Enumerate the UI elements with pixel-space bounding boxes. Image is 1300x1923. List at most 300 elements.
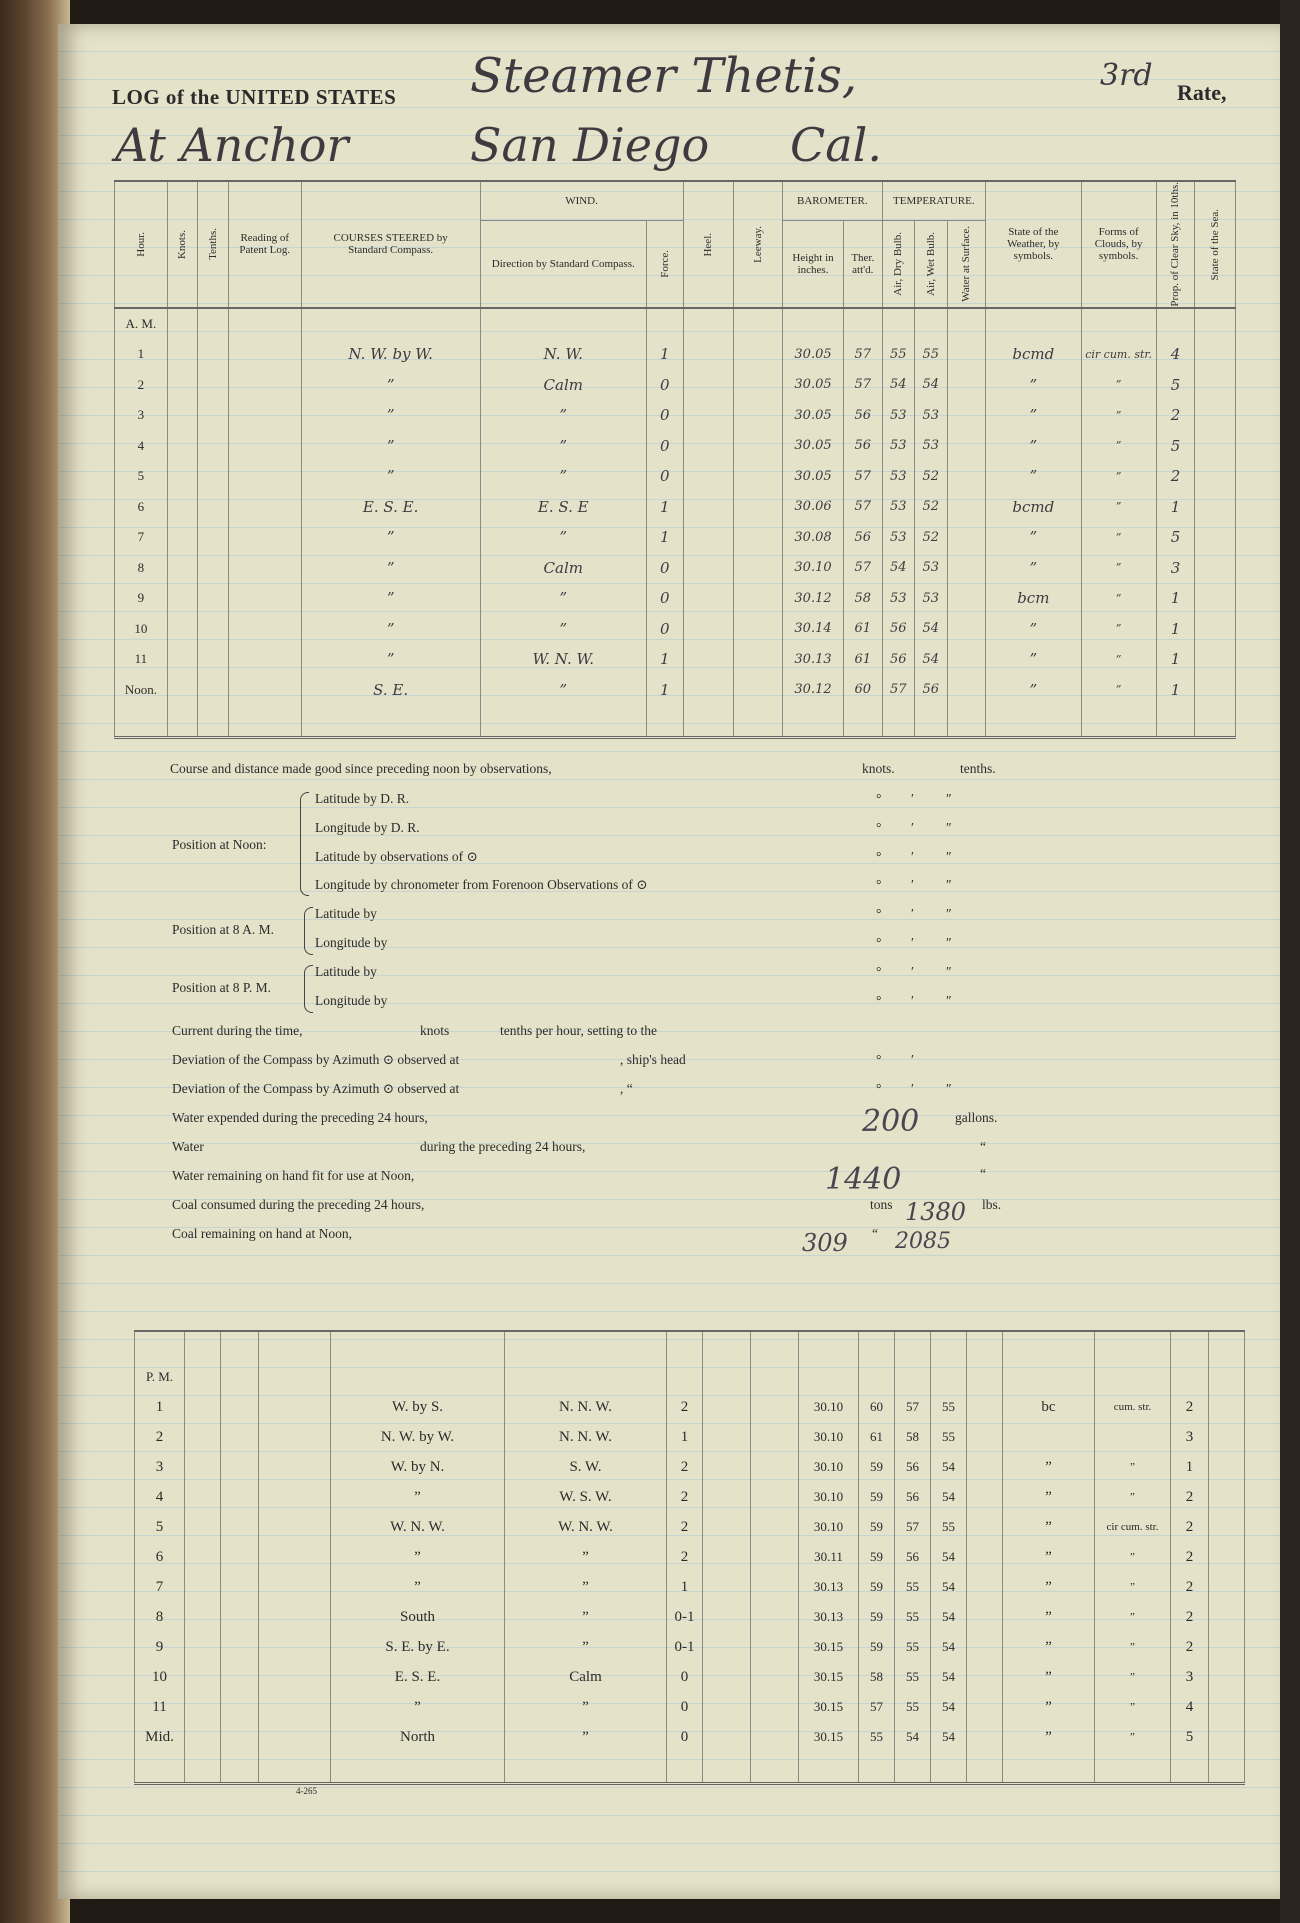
am-water-cell bbox=[947, 370, 986, 401]
dms-deg-mark: ° bbox=[876, 849, 882, 864]
am-knots-cell bbox=[167, 461, 197, 492]
am-height-cell: 30.08 bbox=[783, 522, 844, 553]
am-leeway-cell bbox=[734, 339, 783, 370]
am-course-cell: N. W. by W. bbox=[301, 339, 480, 370]
tenths-label: tenths. bbox=[960, 761, 996, 776]
pm-sky-cell: 4 bbox=[1171, 1692, 1209, 1722]
dms-deg-mark: ° bbox=[876, 993, 882, 1008]
am-heel-cell bbox=[683, 675, 734, 706]
pm-weather-cell: ” bbox=[1003, 1722, 1095, 1752]
pm-sky-cell: 2 bbox=[1171, 1602, 1209, 1632]
pm-clouds-cell: ” bbox=[1095, 1482, 1171, 1512]
gallons-label: gallons. bbox=[955, 1110, 998, 1125]
pm-dry-cell: 55 bbox=[895, 1692, 931, 1722]
dms-min-mark: ′ bbox=[911, 935, 914, 950]
pm-leeway-cell bbox=[751, 1602, 799, 1632]
pm-hour-cell: 10 bbox=[135, 1662, 185, 1692]
pm-wet-cell: 54 bbox=[931, 1572, 967, 1602]
am-wind-cell: ” bbox=[480, 400, 647, 431]
pm-ther-cell: 59 bbox=[859, 1632, 895, 1662]
ships-head-label: , ship's head bbox=[620, 1052, 686, 1067]
dms-min-mark: ′ bbox=[911, 1081, 914, 1096]
am-ther-cell: 57 bbox=[843, 492, 882, 523]
pm-height-cell: 30.10 bbox=[799, 1422, 859, 1452]
am-sea-cell bbox=[1195, 522, 1236, 553]
am-sky-cell: 2 bbox=[1156, 461, 1195, 492]
pm-knots-cell bbox=[185, 1632, 221, 1662]
pm-sea-cell bbox=[1209, 1542, 1245, 1572]
col-knots: Knots. bbox=[167, 181, 197, 308]
am-wet-cell: 54 bbox=[915, 644, 947, 675]
coal-remaining-ditto: “ bbox=[872, 1226, 878, 1241]
am-wind-cell: E. S. E bbox=[480, 492, 647, 523]
position-noon-label: Position at Noon: bbox=[172, 837, 267, 852]
am-hour-cell: 10 bbox=[115, 614, 168, 645]
pm-knots-cell bbox=[185, 1572, 221, 1602]
pm-ther-cell: 61 bbox=[859, 1422, 895, 1452]
am-patent-log-cell bbox=[228, 492, 301, 523]
pm-sky-cell: 2 bbox=[1171, 1572, 1209, 1602]
am-dry-cell: 53 bbox=[882, 583, 914, 614]
pm-height-cell: 30.15 bbox=[799, 1662, 859, 1692]
pm-force-cell: 1 bbox=[667, 1422, 703, 1452]
position-8pm-label: Position at 8 P. M. bbox=[172, 980, 272, 995]
pm-wet-cell: 55 bbox=[931, 1392, 967, 1422]
am-hour-cell: 8 bbox=[115, 553, 168, 584]
am-knots-cell bbox=[167, 522, 197, 553]
pm-tenths-cell bbox=[221, 1542, 259, 1572]
am-weather-cell: bcmd bbox=[986, 339, 1081, 370]
pm-tenths-cell bbox=[221, 1392, 259, 1422]
col-barometer: BAROMETER. bbox=[783, 181, 883, 221]
pm-sea-cell bbox=[1209, 1572, 1245, 1602]
water-remaining-value: 1440 bbox=[825, 1162, 902, 1197]
pm-force-cell: 1 bbox=[667, 1572, 703, 1602]
dms-deg-mark: ° bbox=[876, 935, 882, 950]
water-ditto: “ bbox=[980, 1139, 986, 1154]
pm-course-cell: South bbox=[331, 1602, 505, 1632]
am-tenths-cell bbox=[198, 553, 228, 584]
current-knots-label: knots bbox=[420, 1023, 450, 1038]
am-dry-cell: 53 bbox=[882, 492, 914, 523]
dms-sec-mark: ″ bbox=[946, 964, 952, 979]
pm-leeway-cell bbox=[751, 1452, 799, 1482]
col-courses: COURSES STEERED by Standard Compass. bbox=[301, 181, 480, 308]
dms-sec-mark: ″ bbox=[946, 791, 952, 806]
am-tenths-cell bbox=[198, 583, 228, 614]
am-sea-cell bbox=[1195, 492, 1236, 523]
pm-sea-cell bbox=[1209, 1692, 1245, 1722]
am-weather-cell: ” bbox=[986, 675, 1081, 706]
dms-deg-mark: ° bbox=[876, 877, 882, 892]
am-row bbox=[115, 431, 1236, 462]
am-patent-log-cell bbox=[228, 583, 301, 614]
pm-patent-log-cell bbox=[259, 1452, 331, 1482]
pm-knots-cell bbox=[185, 1422, 221, 1452]
pm-hour-cell: 3 bbox=[135, 1452, 185, 1482]
pm-course-cell: ” bbox=[331, 1572, 505, 1602]
pm-leeway-cell bbox=[751, 1692, 799, 1722]
pm-knots-cell bbox=[185, 1392, 221, 1422]
pm-tenths-cell bbox=[221, 1722, 259, 1752]
am-leeway-cell bbox=[734, 461, 783, 492]
pm-hour-cell: 7 bbox=[135, 1572, 185, 1602]
pm-weather-cell: ” bbox=[1003, 1452, 1095, 1482]
am-patent-log-cell bbox=[228, 614, 301, 645]
am-height-cell: 30.12 bbox=[783, 583, 844, 614]
am-heel-cell bbox=[683, 492, 734, 523]
pm-heel-cell bbox=[703, 1572, 751, 1602]
coal-consumed-label: Coal consumed during the preceding 24 hours, bbox=[172, 1197, 425, 1212]
am-water-cell bbox=[947, 339, 986, 370]
am-tenths-cell bbox=[198, 522, 228, 553]
am-patent-log-cell bbox=[228, 370, 301, 401]
pm-water-cell bbox=[967, 1722, 1003, 1752]
col-air-dry: Air, Dry Bulb. bbox=[882, 221, 914, 308]
am-hour-cell: 3 bbox=[115, 400, 168, 431]
am-hour-cell: 2 bbox=[115, 370, 168, 401]
pm-wet-cell: 54 bbox=[931, 1602, 967, 1632]
pm-sea-cell bbox=[1209, 1512, 1245, 1542]
pm-row bbox=[135, 1662, 1245, 1692]
pm-row bbox=[135, 1632, 1245, 1662]
pm-wet-cell: 54 bbox=[931, 1452, 967, 1482]
pm-force-cell: 0 bbox=[667, 1722, 703, 1752]
pm-hour-cell: 4 bbox=[135, 1482, 185, 1512]
pm-leeway-cell bbox=[751, 1482, 799, 1512]
am-row bbox=[115, 400, 1236, 431]
am-height-cell: 30.05 bbox=[783, 339, 844, 370]
pm-force-cell: 2 bbox=[667, 1512, 703, 1542]
am-height-cell: 30.05 bbox=[783, 400, 844, 431]
am-wet-cell: 54 bbox=[915, 614, 947, 645]
am-clouds-cell: ” bbox=[1081, 522, 1156, 553]
pm-tenths-cell bbox=[221, 1662, 259, 1692]
am-leeway-cell bbox=[734, 522, 783, 553]
am-heel-cell bbox=[683, 522, 734, 553]
pm-row bbox=[135, 1692, 1245, 1722]
pm-clouds-cell: ” bbox=[1095, 1722, 1171, 1752]
pm-course-cell: ” bbox=[331, 1482, 505, 1512]
dms-sec-mark: ″ bbox=[946, 820, 952, 835]
pm-sea-cell bbox=[1209, 1422, 1245, 1452]
am-ther-cell: 57 bbox=[843, 370, 882, 401]
am-water-cell bbox=[947, 675, 986, 706]
pm-height-cell: 30.13 bbox=[799, 1572, 859, 1602]
am-sky-cell: 1 bbox=[1156, 492, 1195, 523]
pm-sea-cell bbox=[1209, 1662, 1245, 1692]
am-leeway-cell bbox=[734, 553, 783, 584]
am-wet-cell: 53 bbox=[915, 400, 947, 431]
am-course-cell: ” bbox=[301, 431, 480, 462]
pm-wind-cell: N. N. W. bbox=[505, 1422, 667, 1452]
pm-sky-cell: 2 bbox=[1171, 1392, 1209, 1422]
am-sky-cell: 5 bbox=[1156, 522, 1195, 553]
am-sea-cell bbox=[1195, 370, 1236, 401]
pm-wind-cell: S. W. bbox=[505, 1452, 667, 1482]
water-during-label: during the preceding 24 hours, bbox=[420, 1139, 586, 1154]
pm-dry-cell: 55 bbox=[895, 1572, 931, 1602]
am-height-cell: 30.13 bbox=[783, 644, 844, 675]
coal-remaining-lbs: 2085 bbox=[895, 1229, 951, 1254]
pm-tenths-cell bbox=[221, 1692, 259, 1722]
am-ther-cell: 57 bbox=[843, 461, 882, 492]
am-course-cell: ” bbox=[301, 522, 480, 553]
am-ther-cell: 57 bbox=[843, 339, 882, 370]
col-hour: Hour. bbox=[115, 181, 168, 308]
form-number: 4-265 bbox=[296, 1786, 317, 1796]
am-sea-cell bbox=[1195, 339, 1236, 370]
pm-weather-cell: bc bbox=[1003, 1392, 1095, 1422]
pm-patent-log-cell bbox=[259, 1602, 331, 1632]
pm-weather-cell bbox=[1003, 1422, 1095, 1452]
am-wind-cell: ” bbox=[480, 461, 647, 492]
vessel-name: Steamer Thetis, bbox=[470, 48, 858, 104]
am-heel-cell bbox=[683, 370, 734, 401]
am-knots-cell bbox=[167, 400, 197, 431]
am-tenths-cell bbox=[198, 370, 228, 401]
pm-ther-cell: 59 bbox=[859, 1602, 895, 1632]
am-sea-cell bbox=[1195, 583, 1236, 614]
pm-leeway-cell bbox=[751, 1662, 799, 1692]
am-force-cell: 0 bbox=[647, 553, 684, 584]
lat-obs-label: Latitude by observations of ⊙ bbox=[315, 849, 478, 864]
pm-knots-cell bbox=[185, 1452, 221, 1482]
deviation2-ditto: , “ bbox=[620, 1081, 633, 1096]
am-ther-cell: 56 bbox=[843, 400, 882, 431]
pm-leeway-cell bbox=[751, 1422, 799, 1452]
am-water-cell bbox=[947, 431, 986, 462]
pm-water-cell bbox=[967, 1422, 1003, 1452]
pm-sky-cell: 5 bbox=[1171, 1722, 1209, 1752]
pm-patent-log-cell bbox=[259, 1512, 331, 1542]
tons-label: tons bbox=[870, 1197, 893, 1212]
pm-row bbox=[135, 1512, 1245, 1542]
am-dry-cell: 55 bbox=[882, 339, 914, 370]
lon-8am-label: Longitude by bbox=[315, 935, 388, 950]
am-tenths-cell bbox=[198, 431, 228, 462]
am-dry-cell: 53 bbox=[882, 431, 914, 462]
am-weather-cell: ” bbox=[986, 644, 1081, 675]
am-dry-cell: 54 bbox=[882, 553, 914, 584]
col-water-surface: Water at Surface. bbox=[947, 221, 986, 308]
am-leeway-cell bbox=[734, 492, 783, 523]
pm-log-table bbox=[134, 1330, 1245, 1785]
pm-row bbox=[135, 1452, 1245, 1482]
pm-dry-cell: 56 bbox=[895, 1452, 931, 1482]
am-wind-cell: ” bbox=[480, 614, 647, 645]
dms-sec-mark: ″ bbox=[946, 993, 952, 1008]
water-remaining-ditto: “ bbox=[980, 1166, 986, 1181]
col-temperature: TEMPERATURE. bbox=[882, 181, 986, 221]
pm-weather-cell: ” bbox=[1003, 1482, 1095, 1512]
pm-clouds-cell bbox=[1095, 1422, 1171, 1452]
am-sky-cell: 3 bbox=[1156, 553, 1195, 584]
am-row bbox=[115, 553, 1236, 584]
pm-wind-cell: N. N. W. bbox=[505, 1392, 667, 1422]
dms-min-mark: ′ bbox=[911, 877, 914, 892]
am-heel-cell bbox=[683, 339, 734, 370]
am-leeway-cell bbox=[734, 431, 783, 462]
pm-height-cell: 30.11 bbox=[799, 1542, 859, 1572]
am-weather-cell: ” bbox=[986, 400, 1081, 431]
dms-min-mark: ′ bbox=[911, 1052, 914, 1067]
lon-8pm-label: Longitude by bbox=[315, 993, 388, 1008]
am-sea-cell bbox=[1195, 431, 1236, 462]
am-ther-cell: 57 bbox=[843, 553, 882, 584]
col-heel: Heel. bbox=[683, 181, 734, 308]
am-weather-cell: ” bbox=[986, 370, 1081, 401]
pm-force-cell: 2 bbox=[667, 1542, 703, 1572]
am-wet-cell: 56 bbox=[915, 675, 947, 706]
pm-course-cell: E. S. E. bbox=[331, 1662, 505, 1692]
pm-wind-cell: W. S. W. bbox=[505, 1482, 667, 1512]
am-ther-cell: 61 bbox=[843, 614, 882, 645]
am-clouds-cell: ” bbox=[1081, 400, 1156, 431]
am-force-cell: 1 bbox=[647, 522, 684, 553]
am-sky-cell: 4 bbox=[1156, 339, 1195, 370]
coal-consumed-value: 1380 bbox=[905, 1198, 967, 1226]
am-wind-cell: N. W. bbox=[480, 339, 647, 370]
am-weather-cell: ” bbox=[986, 431, 1081, 462]
am-water-cell bbox=[947, 614, 986, 645]
rate-label: Rate, bbox=[1177, 80, 1227, 105]
col-clear-sky: Prop. of Clear Sky, in 10ths. bbox=[1156, 181, 1195, 308]
am-row bbox=[115, 461, 1236, 492]
am-hour-cell: 9 bbox=[115, 583, 168, 614]
pm-patent-log-cell bbox=[259, 1632, 331, 1662]
am-row bbox=[115, 675, 1236, 706]
pm-patent-log-cell bbox=[259, 1572, 331, 1602]
am-wet-cell: 52 bbox=[915, 522, 947, 553]
am-patent-log-cell bbox=[228, 339, 301, 370]
am-sky-cell: 1 bbox=[1156, 644, 1195, 675]
pm-sky-cell: 2 bbox=[1171, 1542, 1209, 1572]
am-clouds-cell: ” bbox=[1081, 675, 1156, 706]
pm-dry-cell: 56 bbox=[895, 1482, 931, 1512]
am-clouds-cell: ” bbox=[1081, 370, 1156, 401]
col-air-wet: Air, Wet Bulb. bbox=[915, 221, 947, 308]
am-hour-cell: 4 bbox=[115, 431, 168, 462]
am-knots-cell bbox=[167, 675, 197, 706]
pm-water-cell bbox=[967, 1392, 1003, 1422]
am-leeway-cell bbox=[734, 583, 783, 614]
am-dry-cell: 53 bbox=[882, 400, 914, 431]
pm-wet-cell: 54 bbox=[931, 1632, 967, 1662]
am-clouds-cell: ” bbox=[1081, 431, 1156, 462]
am-height-cell: 30.14 bbox=[783, 614, 844, 645]
pm-heel-cell bbox=[703, 1512, 751, 1542]
am-force-cell: 0 bbox=[647, 400, 684, 431]
pm-patent-log-cell bbox=[259, 1422, 331, 1452]
am-tenths-cell bbox=[198, 675, 228, 706]
am-tenths-cell bbox=[198, 644, 228, 675]
am-dry-cell: 54 bbox=[882, 370, 914, 401]
am-clouds-cell: ” bbox=[1081, 553, 1156, 584]
pm-patent-log-cell bbox=[259, 1692, 331, 1722]
location-state: Cal. bbox=[790, 118, 882, 172]
pm-dry-cell: 54 bbox=[895, 1722, 931, 1752]
pm-ther-cell: 60 bbox=[859, 1392, 895, 1422]
am-tenths-cell bbox=[198, 400, 228, 431]
pm-hour-cell: Mid. bbox=[135, 1722, 185, 1752]
pm-leeway-cell bbox=[751, 1392, 799, 1422]
am-heel-cell bbox=[683, 644, 734, 675]
col-sea: State of the Sea. bbox=[1195, 181, 1236, 308]
pm-patent-log-cell bbox=[259, 1392, 331, 1422]
pm-wet-cell: 54 bbox=[931, 1662, 967, 1692]
am-clouds-cell: ” bbox=[1081, 583, 1156, 614]
pm-water-cell bbox=[967, 1542, 1003, 1572]
am-course-cell: S. E. bbox=[301, 675, 480, 706]
am-row bbox=[115, 614, 1236, 645]
pm-row bbox=[135, 1422, 1245, 1452]
am-clouds-cell: ” bbox=[1081, 614, 1156, 645]
am-dry-cell: 56 bbox=[882, 614, 914, 645]
am-patent-log-cell bbox=[228, 675, 301, 706]
pm-knots-cell bbox=[185, 1662, 221, 1692]
pm-wet-cell: 54 bbox=[931, 1722, 967, 1752]
am-force-cell: 0 bbox=[647, 583, 684, 614]
pm-hour-cell: 6 bbox=[135, 1542, 185, 1572]
rate-number: 3rd bbox=[1100, 58, 1153, 93]
pm-weather-cell: ” bbox=[1003, 1632, 1095, 1662]
pm-leeway-cell bbox=[751, 1512, 799, 1542]
current-label: Current during the time, bbox=[172, 1023, 303, 1038]
am-wet-cell: 53 bbox=[915, 553, 947, 584]
am-leeway-cell bbox=[734, 675, 783, 706]
pm-row bbox=[135, 1392, 1245, 1422]
pm-dry-cell: 57 bbox=[895, 1512, 931, 1542]
am-knots-cell bbox=[167, 431, 197, 462]
am-ther-cell: 58 bbox=[843, 583, 882, 614]
am-weather-cell: bcmd bbox=[986, 492, 1081, 523]
pm-weather-cell: ” bbox=[1003, 1572, 1095, 1602]
am-wet-cell: 52 bbox=[915, 461, 947, 492]
am-heel-cell bbox=[683, 400, 734, 431]
pm-water-cell bbox=[967, 1452, 1003, 1482]
pm-dry-cell: 55 bbox=[895, 1632, 931, 1662]
am-leeway-cell bbox=[734, 370, 783, 401]
am-ther-cell: 56 bbox=[843, 431, 882, 462]
am-row bbox=[115, 522, 1236, 553]
pm-wind-cell: ” bbox=[505, 1542, 667, 1572]
brace-8am bbox=[304, 907, 313, 955]
am-sea-cell bbox=[1195, 461, 1236, 492]
pm-label: P. M. bbox=[135, 1362, 185, 1392]
pm-sky-cell: 3 bbox=[1171, 1422, 1209, 1452]
pm-sea-cell bbox=[1209, 1482, 1245, 1512]
pm-water-cell bbox=[967, 1482, 1003, 1512]
am-knots-cell bbox=[167, 553, 197, 584]
am-patent-log-cell bbox=[228, 431, 301, 462]
am-sky-cell: 5 bbox=[1156, 370, 1195, 401]
am-wind-cell: ” bbox=[480, 431, 647, 462]
pm-water-cell bbox=[967, 1632, 1003, 1662]
am-row bbox=[115, 370, 1236, 401]
pm-sea-cell bbox=[1209, 1452, 1245, 1482]
pm-course-cell: W. by S. bbox=[331, 1392, 505, 1422]
pm-wind-cell: ” bbox=[505, 1572, 667, 1602]
pm-height-cell: 30.10 bbox=[799, 1482, 859, 1512]
pm-force-cell: 2 bbox=[667, 1452, 703, 1482]
coal-remaining-tons: 309 bbox=[802, 1229, 848, 1257]
pm-dry-cell: 55 bbox=[895, 1662, 931, 1692]
pm-heel-cell bbox=[703, 1482, 751, 1512]
pm-hour-cell: 1 bbox=[135, 1392, 185, 1422]
am-knots-cell bbox=[167, 492, 197, 523]
am-dry-cell: 53 bbox=[882, 522, 914, 553]
